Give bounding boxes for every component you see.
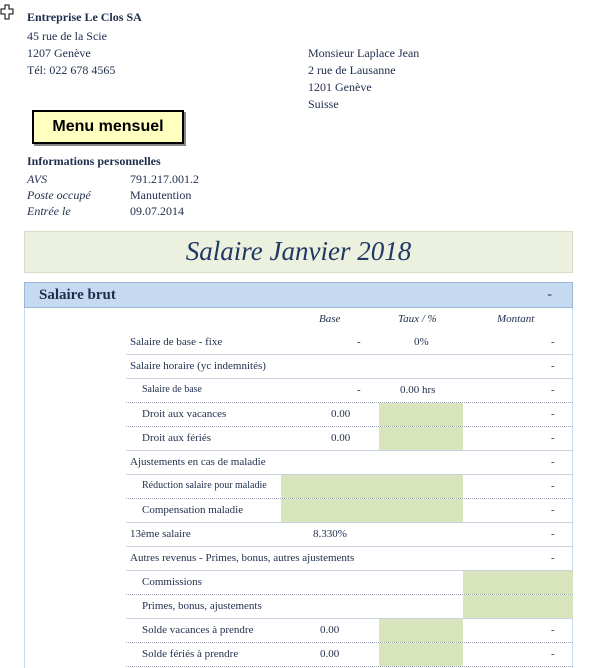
menu-mensuel-button[interactable]: Menu mensuel <box>32 110 184 144</box>
table-row <box>126 547 573 571</box>
table-row <box>126 571 573 595</box>
row-label: Solde fériés à prendre <box>142 648 239 660</box>
input-cell[interactable] <box>281 499 463 522</box>
company-name: Entreprise Le Clos SA <box>27 10 142 24</box>
table-row <box>126 331 573 355</box>
col-header-rate: Taux / % <box>398 313 437 325</box>
input-cell[interactable] <box>281 475 463 498</box>
row-label: Salaire de base <box>142 384 202 395</box>
section-total: - <box>547 287 552 302</box>
row-base[interactable]: 0.00 <box>331 408 351 420</box>
row-label: Salaire horaire (yc indemnités) <box>130 360 266 372</box>
recipient-country: Suisse <box>308 97 339 111</box>
move-cursor-icon <box>0 4 14 20</box>
table-row <box>126 451 573 475</box>
avs-value: 791.217.001.2 <box>130 172 199 186</box>
col-header-base: Base <box>319 313 341 325</box>
table-row <box>126 595 573 619</box>
row-label: Commissions <box>142 576 202 588</box>
recipient-name: Monsieur Laplace Jean <box>308 46 420 60</box>
start-date-value: 09.07.2014 <box>130 204 184 218</box>
row-label: Solde vacances à prendre <box>142 624 254 636</box>
table-row <box>126 427 573 451</box>
avs-label: AVS <box>27 172 48 186</box>
row-label: Autres revenus - Primes, bonus, autres ajustements <box>130 552 355 564</box>
row-amount: - <box>551 336 555 348</box>
table-row <box>126 499 573 523</box>
row-rate[interactable]: 0% <box>414 336 429 348</box>
company-phone: Tél: 022 678 4565 <box>27 63 116 77</box>
row-label: Droit aux vacances <box>142 408 227 420</box>
input-cell[interactable] <box>379 403 463 426</box>
company-city: 1207 Genève <box>27 46 91 60</box>
recipient-street: 2 rue de Lausanne <box>308 63 396 77</box>
row-amount: - <box>551 456 555 468</box>
position-value: Manutention <box>130 188 192 202</box>
row-label: Réduction salaire pour maladie <box>142 480 267 491</box>
table-row <box>126 475 573 499</box>
input-cell[interactable] <box>379 427 463 450</box>
row-amount: - <box>551 552 555 564</box>
row-label: Compensation maladie <box>142 504 244 516</box>
row-amount: - <box>551 408 555 420</box>
input-cell[interactable] <box>463 595 573 618</box>
row-label: 13ème salaire <box>130 528 191 540</box>
row-amount: - <box>551 360 555 372</box>
table-row <box>126 379 573 403</box>
row-label: Salaire de base - fixe <box>130 336 223 348</box>
row-amount: - <box>551 504 555 516</box>
table-row <box>126 403 573 427</box>
recipient-city: 1201 Genève <box>308 80 372 94</box>
row-base[interactable]: - <box>357 336 361 348</box>
col-header-amount: Montant <box>497 313 535 325</box>
row-rate[interactable]: 0.00 hrs <box>400 384 436 396</box>
salary-title: Salaire Janvier 2018 <box>185 236 412 266</box>
table-row <box>126 355 573 379</box>
row-amount: - <box>551 480 555 492</box>
row-label: Ajustements en cas de maladie <box>130 456 266 468</box>
row-base[interactable]: - <box>357 384 361 396</box>
row-amount: - <box>551 384 555 396</box>
section-title: Salaire brut <box>39 287 116 303</box>
table-row <box>126 643 573 667</box>
row-base[interactable]: 8.330% <box>313 528 347 540</box>
row-amount: - <box>551 648 555 660</box>
input-cell[interactable] <box>379 619 463 642</box>
table-row <box>126 619 573 643</box>
position-label: Poste occupé <box>27 188 91 202</box>
row-base[interactable]: 0.00 <box>331 432 351 444</box>
row-amount: - <box>551 432 555 444</box>
company-street: 45 rue de la Scie <box>27 29 107 43</box>
row-amount: - <box>551 528 555 540</box>
row-base[interactable]: 0.00 <box>320 624 340 636</box>
salary-title-band <box>24 231 573 273</box>
salaire-brut-header[interactable] <box>24 282 573 308</box>
table-row <box>126 523 573 547</box>
row-amount: - <box>551 624 555 636</box>
start-date-label: Entrée le <box>27 204 71 218</box>
input-cell[interactable] <box>463 571 573 594</box>
row-base[interactable]: 0.00 <box>320 648 340 660</box>
personal-info-heading: Informations personnelles <box>27 154 161 168</box>
row-label: Droit aux fériés <box>142 432 212 444</box>
row-label: Primes, bonus, ajustements <box>142 600 262 612</box>
